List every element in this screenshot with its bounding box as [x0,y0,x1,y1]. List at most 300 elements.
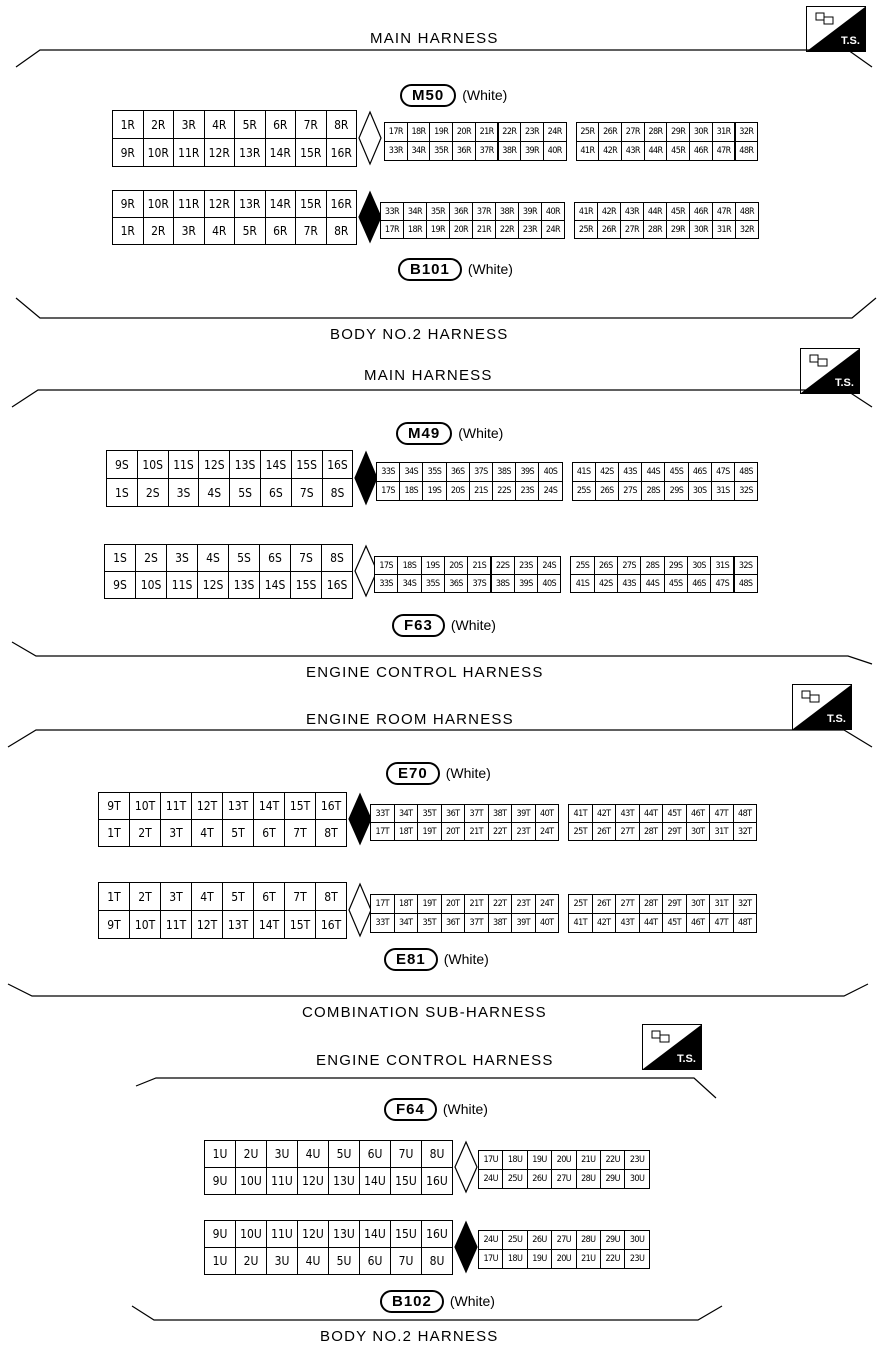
pin-cavity: 16R [326,190,358,218]
svg-text:T.S.: T.S. [835,377,854,389]
harness-label-engine-1: ENGINE CONTROL HARNESS [306,664,544,681]
pin-cavity: 6T [253,819,285,847]
pin-cavity: 40S [537,574,561,593]
pin-cavity: 14R [265,190,297,218]
pin-cavity: 13T [222,910,254,939]
pin-cavity: 14S [259,571,291,599]
pin-cavity: 42R [597,202,621,221]
pin-cavity: 23R [520,122,544,142]
pin-cavity: 34R [403,202,427,221]
harness-label-main-1: MAIN HARNESS [370,30,499,47]
pin-cavity: 14S [260,450,292,479]
pin-cavity: 34T [394,804,419,823]
pin-cavity: 42R [598,141,622,161]
pin-cavity: 12S [198,450,230,479]
pin-cavity: 17T [370,822,395,841]
pin-cavity: 2S [137,478,169,507]
pin-cavity: 24R [541,220,565,239]
ts-icon-1 [806,6,866,52]
pin-cavity: 24S [538,481,562,501]
pin-cavity: 9R [112,138,144,167]
pin-cavity: 27U [551,1169,576,1189]
pin-cavity: 17R [384,122,408,142]
pin-cavity: 45S [664,462,688,482]
pin-cavity: 18R [403,220,427,239]
connector-label-e81: E81 (White) [384,948,489,971]
pin-cavity: 22R [495,220,519,239]
pin-cavity: 9S [104,571,136,599]
pin-cavity: 21U [576,1150,601,1170]
pin-cavity: 15R [295,138,327,167]
pin-cavity: 34S [399,462,423,482]
pin-cavity: 9R [112,190,144,218]
pin-cavity: 30R [689,220,713,239]
pin-cavity: 24U [478,1169,503,1189]
pin-cavity: 11S [168,450,200,479]
pin-cavity: 8S [322,478,354,507]
pin-cavity: 14T [253,910,285,939]
pin-cavity: 10U [235,1167,267,1195]
pin-cavity: 21S [467,556,491,575]
connector-label-m49: M49 (White) [396,422,503,445]
pin-cavity: 5U [328,1140,360,1168]
pin-cavity: 2S [135,544,167,572]
pin-cavity: 25R [574,220,598,239]
pin-cavity: 44R [644,141,668,161]
pin-cavity: 22T [488,822,513,841]
pin-cavity: 40R [541,202,565,221]
pin-cavity: 7T [284,819,316,847]
pin-cavity: 36R [449,202,473,221]
pin-cavity: 7U [390,1247,422,1275]
pin-cavity: 17R [380,220,404,239]
pin-cavity: 32T [733,894,758,914]
pin-cavity: 11U [266,1167,298,1195]
pin-cavity: 41T [568,913,593,933]
pin-cavity: 3R [173,217,205,245]
pin-cavity: 41R [576,141,600,161]
pin-cavity: 25R [576,122,600,142]
pin-cavity: 33T [370,913,395,933]
pin-cavity: 5R [234,217,266,245]
pin-cavity: 10R [143,138,175,167]
pin-cavity: 26T [592,822,617,841]
pin-cavity: 37T [464,913,489,933]
pin-cavity: 35S [422,462,446,482]
pin-cavity: 8T [315,882,347,911]
pin-cavity: 46S [688,462,712,482]
pin-cavity: 5T [222,819,254,847]
pin-cavity: 4S [197,544,229,572]
pin-cavity: 13U [328,1220,360,1248]
pin-cavity: 11S [166,571,198,599]
pin-cavity: 13R [234,138,266,167]
pin-cavity: 21S [469,481,493,501]
pin-cavity: 4S [198,478,230,507]
connector-label-b102: B102 (White) [380,1290,495,1313]
pin-cavity: 11U [266,1220,298,1248]
pin-cavity: 29R [666,220,690,239]
pin-cavity: 40R [543,141,567,161]
divider-top-3 [6,728,874,748]
pin-cavity: 12R [204,190,236,218]
pin-cavity: 29S [664,481,688,501]
pin-cavity: 18S [399,481,423,501]
pin-cavity: 38S [491,574,515,593]
pin-cavity: 14R [265,138,297,167]
ts-icon-4 [642,1024,702,1070]
pin-cavity: 44T [639,804,664,823]
pin-cavity: 19T [417,894,442,914]
pin-cavity: 27R [621,122,645,142]
divider-bottom-3 [6,982,874,1002]
pin-cavity: 15S [290,571,322,599]
pin-cavity: 28R [643,220,667,239]
pin-cavity: 45R [666,202,690,221]
pin-cavity: 14U [359,1167,391,1195]
pin-cavity: 20S [446,481,470,501]
pin-cavity: 41S [572,462,596,482]
pin-cavity: 28S [640,556,664,575]
pin-cavity: 47R [712,141,736,161]
pin-cavity: 17S [376,481,400,501]
pin-cavity: 46S [687,574,711,593]
pin-cavity: 29R [666,122,690,142]
divider-top-1 [14,48,874,68]
pin-cavity: 30T [686,822,711,841]
pin-cavity: 43T [615,913,640,933]
pin-cavity: 40T [535,804,560,823]
pin-cavity: 32S [734,556,758,575]
pin-cavity: 45T [662,913,687,933]
pin-cavity: 12U [297,1220,329,1248]
pin-cavity: 46T [686,913,711,933]
pin-cavity: 29U [600,1230,625,1250]
pin-cavity: 34S [397,574,421,593]
pin-cavity: 31R [712,220,736,239]
pin-cavity: 10T [129,792,161,820]
harness-label-engine-room: ENGINE ROOM HARNESS [306,711,514,728]
pin-cavity: 27R [620,220,644,239]
pin-cavity: 23S [515,481,539,501]
pin-cavity: 48T [733,804,758,823]
pin-cavity: 1U [204,1140,236,1168]
pin-cavity: 27T [615,894,640,914]
pin-cavity: 14T [253,792,285,820]
key-diamond-open-icon [453,1140,479,1194]
pin-cavity: 21R [475,122,499,142]
pin-cavity: 39T [511,913,536,933]
pin-cavity: 30S [688,481,712,501]
pin-cavity: 4R [204,217,236,245]
pin-cavity: 25T [568,894,593,914]
pin-cavity: 27S [618,481,642,501]
pin-cavity: 13T [222,792,254,820]
pin-cavity: 29T [662,822,687,841]
pin-cavity: 9T [98,792,130,820]
pin-cavity: 24T [535,822,560,841]
pin-cavity: 36S [444,574,468,593]
pin-cavity: 19S [422,481,446,501]
divider-top-4 [134,1076,718,1100]
pin-cavity: 13R [234,190,266,218]
divider-top-2 [10,388,874,408]
pin-cavity: 21T [464,822,489,841]
pin-cavity: 6S [259,544,291,572]
pin-cavity: 48S [734,462,758,482]
pin-cavity: 5R [234,110,266,139]
ts-icon-3 [792,684,852,730]
pin-cavity: 10S [137,450,169,479]
pin-cavity: 46R [689,141,713,161]
pin-cavity: 5S [229,478,261,507]
harness-label-combination: COMBINATION SUB-HARNESS [302,1004,547,1021]
pin-cavity: 17U [478,1249,503,1269]
pin-cavity: 39S [514,574,538,593]
pin-cavity: 23T [511,822,536,841]
pin-cavity: 44S [640,574,664,593]
pin-cavity: 21R [472,220,496,239]
pin-cavity: 16U [421,1220,453,1248]
pin-cavity: 31R [712,122,736,142]
pin-cavity: 25T [568,822,593,841]
pin-cavity: 35S [421,574,445,593]
pin-cavity: 28T [639,822,664,841]
pin-cavity: 8R [326,217,358,245]
pin-cavity: 12U [297,1167,329,1195]
pin-cavity: 46R [689,202,713,221]
pin-cavity: 3U [266,1140,298,1168]
pin-cavity: 6U [359,1247,391,1275]
pin-cavity: 21U [576,1249,601,1269]
pin-cavity: 4U [297,1140,329,1168]
pin-cavity: 43R [621,141,645,161]
pin-cavity: 26S [594,556,618,575]
pin-cavity: 10U [235,1220,267,1248]
pin-cavity: 42T [592,804,617,823]
pin-cavity: 48R [735,202,759,221]
pin-cavity: 39T [511,804,536,823]
pin-cavity: 20S [444,556,468,575]
connector-label-f63: F63 (White) [392,614,496,637]
pin-cavity: 11R [173,138,205,167]
pin-cavity: 12S [197,571,229,599]
pin-cavity: 17S [374,556,398,575]
pin-cavity: 22S [491,556,515,575]
pin-cavity: 35R [429,141,453,161]
pin-cavity: 11T [160,792,192,820]
pin-cavity: 8U [421,1247,453,1275]
pin-cavity: 6R [265,217,297,245]
pin-cavity: 29U [600,1169,625,1189]
pin-cavity: 27S [617,556,641,575]
harness-label-main-2: MAIN HARNESS [364,367,493,384]
pin-cavity: 47R [712,202,736,221]
pin-cavity: 42T [592,913,617,933]
pin-cavity: 38R [498,141,522,161]
pin-cavity: 26S [595,481,619,501]
pin-cavity: 22U [600,1150,625,1170]
pin-cavity: 6S [260,478,292,507]
pin-cavity: 37S [467,574,491,593]
pin-cavity: 7U [390,1140,422,1168]
pin-cavity: 1T [98,882,130,911]
pin-cavity: 45R [666,141,690,161]
connector-label-b101: B101 (White) [398,258,513,281]
pin-cavity: 8T [315,819,347,847]
pin-cavity: 45T [662,804,687,823]
pin-cavity: 19U [527,1249,552,1269]
pin-cavity: 7T [284,882,316,911]
pin-cavity: 36S [446,462,470,482]
pin-cavity: 41S [570,574,594,593]
pin-cavity: 30U [624,1230,649,1250]
pin-cavity: 22S [492,481,516,501]
pin-cavity: 6R [265,110,297,139]
pin-cavity: 47S [710,574,734,593]
pin-cavity: 25S [572,481,596,501]
pin-cavity: 26R [597,220,621,239]
pin-cavity: 10R [143,190,175,218]
pin-cavity: 1T [98,819,130,847]
key-diamond-open-icon [357,110,383,166]
pin-cavity: 23U [624,1249,649,1269]
pin-cavity: 15T [284,792,316,820]
pin-cavity: 13S [228,571,260,599]
pin-cavity: 31T [709,894,734,914]
pin-cavity: 15U [390,1220,422,1248]
pin-cavity: 3U [266,1247,298,1275]
pin-cavity: 30T [686,894,711,914]
pin-cavity: 5U [328,1247,360,1275]
pin-cavity: 11R [173,190,205,218]
pin-cavity: 43S [617,574,641,593]
pin-cavity: 21T [464,894,489,914]
pin-cavity: 48S [734,574,758,593]
pin-cavity: 22T [488,894,513,914]
pin-cavity: 1U [204,1247,236,1275]
pin-cavity: 4U [297,1247,329,1275]
pin-cavity: 35R [426,202,450,221]
pin-cavity: 43T [615,804,640,823]
pin-cavity: 47T [709,913,734,933]
pin-cavity: 34T [394,913,419,933]
pin-cavity: 14U [359,1220,391,1248]
pin-cavity: 2U [235,1140,267,1168]
pin-cavity: 17U [478,1150,503,1170]
pin-cavity: 9U [204,1167,236,1195]
pin-cavity: 16R [326,138,358,167]
pin-cavity: 20T [441,822,466,841]
pin-cavity: 38R [495,202,519,221]
pin-cavity: 2T [129,819,161,847]
pin-cavity: 33R [380,202,404,221]
pin-cavity: 13U [328,1167,360,1195]
pin-cavity: 33S [376,462,400,482]
pin-cavity: 10S [135,571,167,599]
pin-cavity: 24R [543,122,567,142]
pin-cavity: 25U [502,1230,527,1250]
pin-cavity: 25U [502,1169,527,1189]
key-diamond-filled-icon [453,1220,479,1274]
pin-cavity: 18U [502,1249,527,1269]
pin-cavity: 28U [576,1169,601,1189]
pin-cavity: 26U [527,1230,552,1250]
pin-cavity: 36R [452,141,476,161]
pin-cavity: 27U [551,1230,576,1250]
pin-cavity: 33S [374,574,398,593]
pin-cavity: 39S [515,462,539,482]
pin-cavity: 31S [711,481,735,501]
pin-cavity: 7S [291,478,323,507]
pin-cavity: 41R [574,202,598,221]
pin-cavity: 43S [618,462,642,482]
svg-text:T.S.: T.S. [677,1053,696,1065]
pin-cavity: 33T [370,804,395,823]
pin-cavity: 19R [429,122,453,142]
pin-cavity: 3T [160,819,192,847]
pin-cavity: 23S [514,556,538,575]
pin-cavity: 42S [595,462,619,482]
pin-cavity: 4T [191,882,223,911]
pin-cavity: 15R [295,190,327,218]
pin-cavity: 41T [568,804,593,823]
pin-cavity: 27T [615,822,640,841]
pin-cavity: 28R [644,122,668,142]
pin-cavity: 37R [472,202,496,221]
pin-cavity: 40S [538,462,562,482]
pin-cavity: 15U [390,1167,422,1195]
pin-cavity: 32R [735,122,759,142]
pin-cavity: 35T [417,913,442,933]
pin-cavity: 1R [112,110,144,139]
harness-label-body-2: BODY NO.2 HARNESS [320,1328,499,1345]
pin-cavity: 12T [191,792,223,820]
pin-cavity: 45S [664,574,688,593]
pin-cavity: 20U [551,1150,576,1170]
connector-label-m50: M50 (White) [400,84,507,107]
pin-cavity: 16U [421,1167,453,1195]
pin-cavity: 16T [315,910,347,939]
pin-cavity: 40T [535,913,560,933]
pin-cavity: 22R [498,122,522,142]
pin-cavity: 5S [228,544,260,572]
divider-bottom-2 [10,640,874,666]
pin-cavity: 37S [469,462,493,482]
pin-cavity: 16S [321,571,353,599]
pin-cavity: 28U [576,1230,601,1250]
pin-cavity: 44R [643,202,667,221]
pin-cavity: 34R [407,141,431,161]
pin-cavity: 9S [106,450,138,479]
svg-text:T.S.: T.S. [827,713,846,725]
pin-cavity: 30U [624,1169,649,1189]
pin-cavity: 47S [711,462,735,482]
pin-cavity: 9U [204,1220,236,1248]
pin-cavity: 18U [502,1150,527,1170]
pin-cavity: 12T [191,910,223,939]
pin-cavity: 7S [290,544,322,572]
pin-cavity: 43R [620,202,644,221]
pin-cavity: 32T [733,822,758,841]
pin-cavity: 5T [222,882,254,911]
pin-cavity: 15S [291,450,323,479]
pin-cavity: 30R [689,122,713,142]
pin-cavity: 24U [478,1230,503,1250]
pin-cavity: 3R [173,110,205,139]
pin-cavity: 13S [229,450,261,479]
pin-cavity: 48T [733,913,758,933]
